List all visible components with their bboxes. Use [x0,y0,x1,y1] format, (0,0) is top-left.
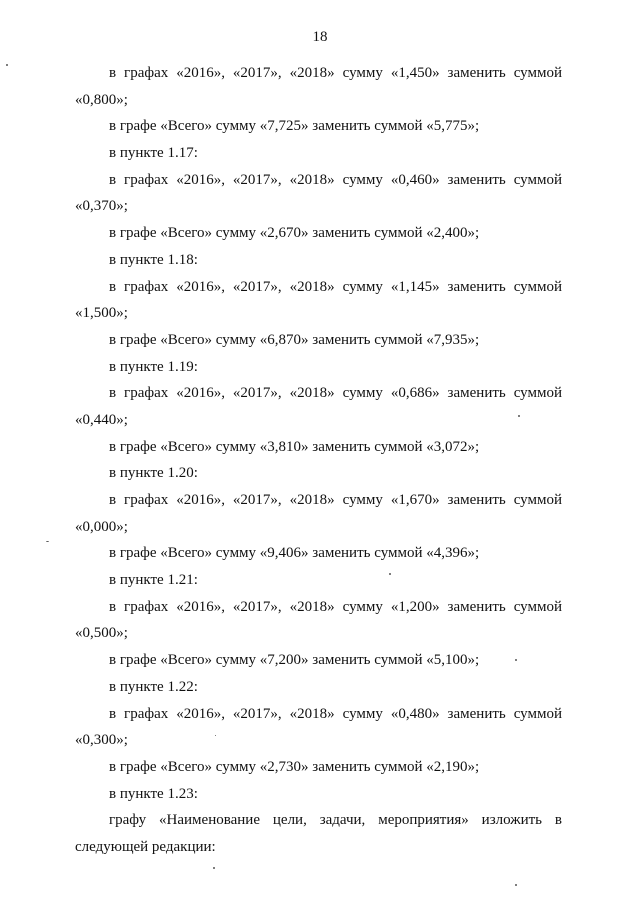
paragraph-line: в графе «Всего» сумму «7,200» заменить суммой «5,100»; [109,652,480,669]
page-number: 18 [312,29,328,45]
scan-speck [515,884,517,886]
paragraph-line: в графе «Всего» сумму «2,670» заменить суммой «2,400»; [109,225,480,242]
paragraph-line: в графах «2016», «2017», «2018» сумму «1,145» заменить суммой [109,278,562,295]
paragraph-line: в графе «Всего» сумму «9,406» заменить суммой «4,396»; [109,545,480,562]
paragraph-line: в графах «2016», «2017», «2018» сумму «0,480» заменить суммой [109,705,562,722]
paragraph-line: в графе «Всего» сумму «2,730» заменить суммой «2,190»; [109,758,480,775]
paragraph-line: следующей редакции: [75,838,216,855]
paragraph-line: в графе «Всего» сумму «6,870» заменить суммой «7,935»; [109,331,480,348]
scan-speck [215,735,216,736]
scan-speck [213,867,215,869]
paragraph-line: «0,440»; [75,411,128,428]
paragraph-line: в графах «2016», «2017», «2018» сумму «1,200» заменить суммой [109,598,562,615]
paragraph-line: графу «Наименование цели, задачи, мероприятия» изложить в [109,812,562,829]
paragraph-line: в графе «Всего» сумму «3,810» заменить суммой «3,072»; [109,438,480,455]
paragraph-line: в пункте 1.21: [109,572,198,589]
scan-speck [515,659,517,661]
paragraph-line: в графах «2016», «2017», «2018» сумму «0,460» заменить суммой [109,171,562,188]
paragraph-line: «0,300»; [75,732,128,749]
paragraph-line: в пункте 1.20: [109,465,198,482]
paragraph-line: в пункте 1.22: [109,678,198,695]
paragraph-line: в пункте 1.18: [109,251,198,268]
paragraph-line: в графах «2016», «2017», «2018» сумму «1,670» заменить суммой [109,492,562,508]
paragraph-line: в графах «2016», «2017», «2018» сумму «1,450» заменить суммой [109,65,562,81]
paragraph-line: в пункте 1.17: [109,145,198,162]
paragraph-line: «0,800»; [75,91,128,108]
scan-speck [518,415,520,417]
scan-speck [46,541,49,542]
paragraph-line: в пункте 1.19: [109,358,198,375]
paragraph-line: «1,500»; [75,305,128,322]
paragraph-line: в пункте 1.23: [109,785,198,802]
paragraph-line: «0,500»; [75,625,128,642]
paragraph-line: в графах «2016», «2017», «2018» сумму «0,686» заменить суммой [109,385,562,402]
document-body [75,63,562,864]
paragraph-line: «0,370»; [75,198,128,215]
scan-speck [6,64,8,66]
paragraph-line: в графе «Всего» сумму «7,725» заменить суммой «5,775»; [109,118,480,135]
paragraph-line: «0,000»; [75,518,128,535]
scan-speck [389,573,391,575]
